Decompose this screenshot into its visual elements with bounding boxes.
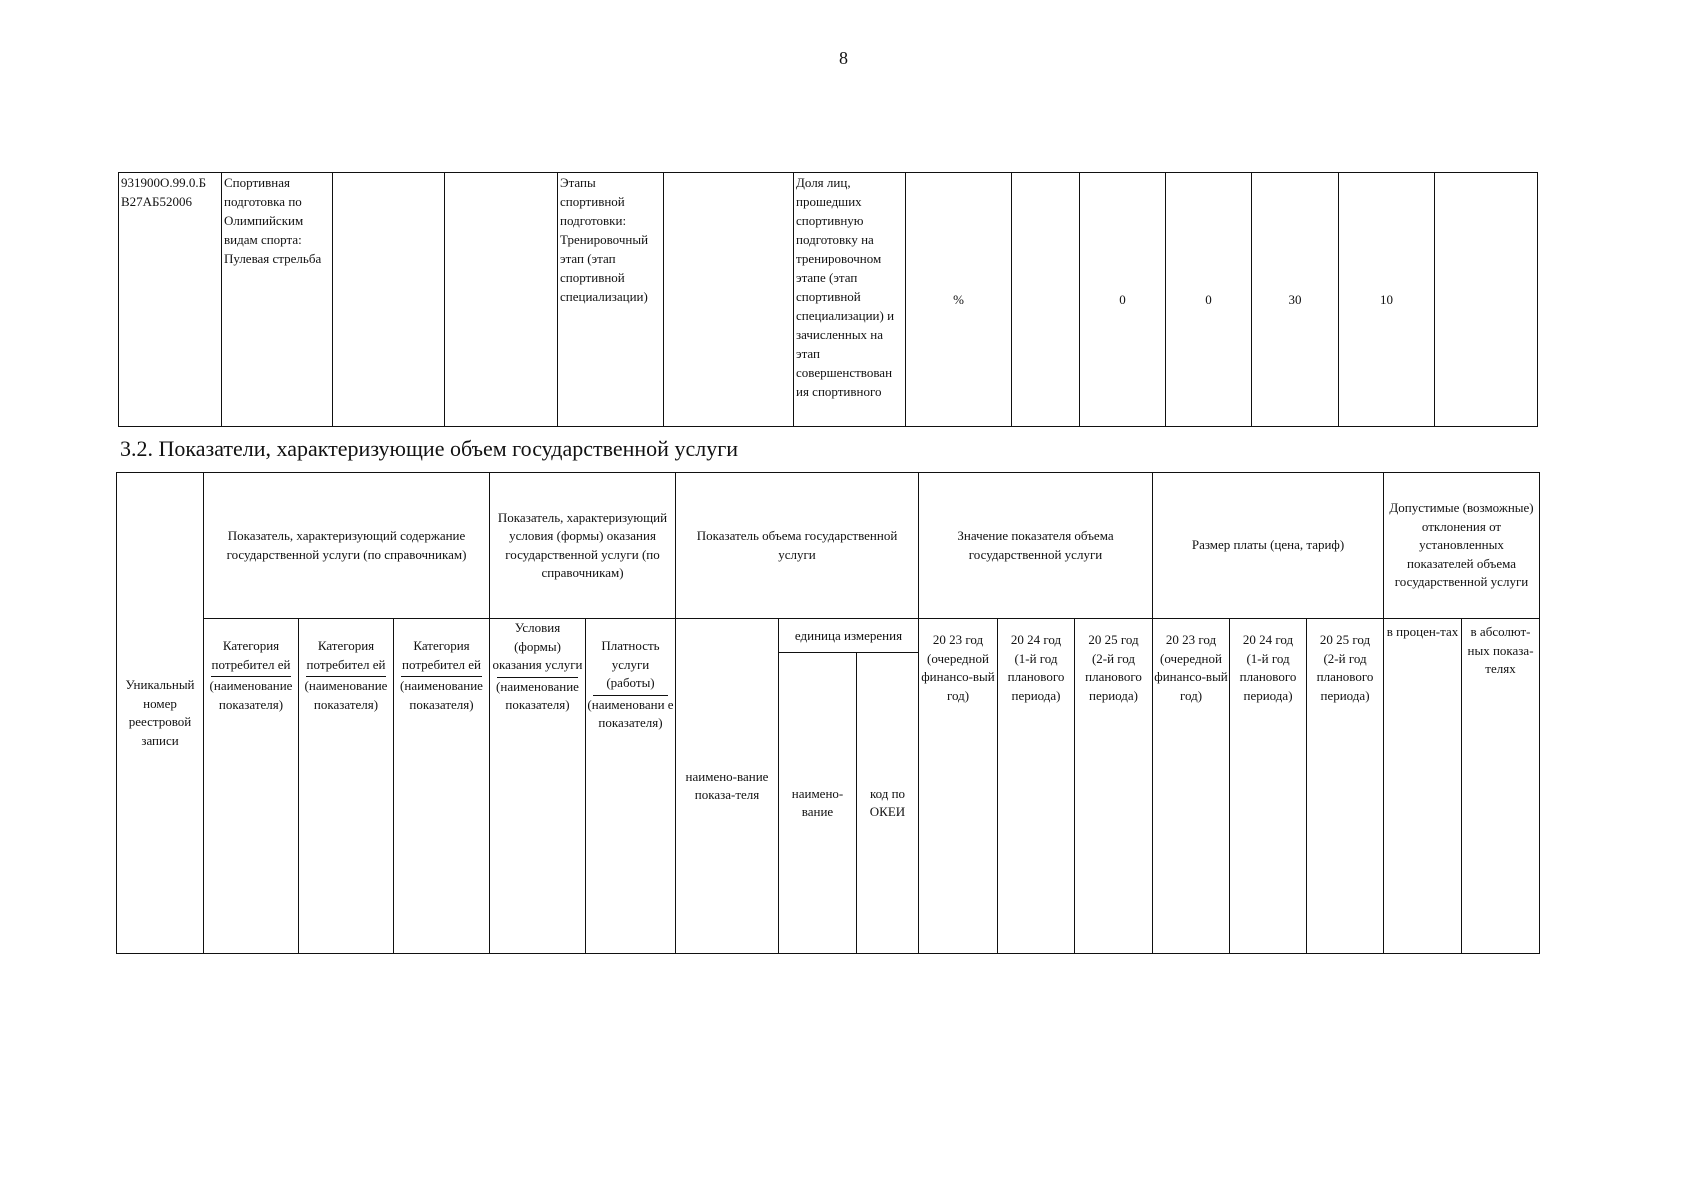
year-label: 20 23 год — [1165, 632, 1217, 648]
fee-group-header: Размер платы (цена, тариф) — [1153, 473, 1384, 619]
year-2025-fee-header — [1307, 619, 1384, 954]
year-sub: (2-й год планового периода) — [1316, 650, 1374, 703]
payment-name: Платность услуги (работы) — [601, 638, 660, 691]
payment-sub: (наименовани е показателя) — [587, 696, 674, 731]
value-2024-cell: 0 — [1166, 173, 1252, 427]
page-number: 8 — [839, 48, 848, 68]
unit-cell: % — [906, 173, 1012, 427]
category-sub: (наименование показателя) — [304, 678, 388, 712]
empty-cell — [445, 173, 558, 427]
value-2023-cell: 0 — [1080, 173, 1166, 427]
header-row-1 — [117, 473, 1540, 619]
unit-group-header: единица измерения — [779, 619, 919, 653]
year-2024-fee-header — [1230, 619, 1307, 954]
header-row-2 — [117, 619, 1540, 653]
category-name: Категория потребител ей — [306, 638, 386, 672]
volume-indicators-table — [116, 472, 1540, 954]
condition-form-sub: (наименование показателя) — [496, 678, 579, 713]
category-sub: (наименование показателя) — [400, 678, 483, 712]
unit-name-header: наимено-вание — [779, 653, 857, 954]
category-name: Категория потребител ей — [211, 638, 291, 672]
deviation-percent-cell: 10 — [1339, 173, 1435, 427]
year-label: 20 24 год — [1010, 632, 1062, 648]
category-sub: (наименование показателя) — [209, 678, 293, 712]
category-header-2 — [299, 619, 394, 954]
volume-indicator-group-header: Показатель объема государственной услуги — [676, 473, 919, 619]
year-2023-fee-header — [1153, 619, 1230, 954]
empty-cell — [664, 173, 794, 427]
year-2023-volume-header — [919, 619, 998, 954]
category-header-3 — [394, 619, 490, 954]
content-group-header: Показатель, характеризующий содержание государственной услуги (по справочникам) — [204, 473, 490, 619]
category-header-1 — [204, 619, 299, 954]
okei-cell — [1012, 173, 1080, 427]
condition-form-name: Условия (формы) оказания услуги — [492, 620, 583, 673]
deviation-abs-header: в абсолют-ных показа-телях — [1462, 619, 1540, 954]
quality-indicators-table — [118, 172, 1538, 427]
indicator-name-cell: Доля лиц, прошедших спортивную подготовку на тренировочном этапе (этап спортивной специализации) и зачисленных на этап совершенствован ия спортивного — [794, 173, 906, 427]
payment-header — [586, 619, 676, 954]
condition-form-header — [490, 619, 586, 954]
year-2025-volume-header — [1075, 619, 1153, 954]
year-sub: (очередной финансо-вый год) — [1154, 650, 1228, 703]
year-label: 20 23 год — [932, 632, 984, 648]
service-condition-cell: Этапы спортивной подготовки: Тренировочный этап (этап спортивной специализации) — [558, 173, 664, 427]
year-label: 20 25 год — [1319, 632, 1371, 648]
unique-number-header: Уникальный номер реестровой записи — [117, 473, 204, 954]
table-row — [119, 173, 1538, 427]
empty-cell — [333, 173, 445, 427]
category-name: Категория потребител ей — [402, 638, 481, 672]
year-2024-volume-header — [998, 619, 1075, 954]
year-sub: (очередной финансо-вый год) — [921, 650, 995, 703]
volume-value-group-header: Значение показателя объема государственной услуги — [919, 473, 1153, 619]
year-label: 20 25 год — [1088, 632, 1139, 648]
indicator-name-header: наимено-вание показа-теля — [676, 619, 779, 954]
deviation-abs-cell — [1435, 173, 1538, 427]
section-title: 3.2. Показатели, характеризующие объем государственной услуги — [120, 436, 738, 461]
conditions-group-header: Показатель, характеризующий условия (формы) оказания государственной услуги (по справочникам) — [490, 473, 676, 619]
deviation-percent-header: в процен-тах — [1384, 619, 1462, 954]
year-sub: (2-й год планового периода) — [1085, 650, 1142, 703]
year-label: 20 24 год — [1242, 632, 1294, 648]
deviation-group-header: Допустимые (возможные) отклонения от установленных показателей объема государственной услуги — [1384, 473, 1540, 619]
unit-code-header: код по ОКЕИ — [857, 653, 919, 954]
value-2025-cell: 30 — [1252, 173, 1339, 427]
year-sub: (1-й год планового периода) — [1007, 650, 1065, 703]
year-sub: (1-й год планового периода) — [1239, 650, 1297, 703]
registry-code-cell: 931900О.99.0.Б В27АБ52006 — [119, 173, 222, 427]
service-content-cell: Спортивная подготовка по Олимпийским видам спорта: Пулевая стрельба — [222, 173, 333, 427]
